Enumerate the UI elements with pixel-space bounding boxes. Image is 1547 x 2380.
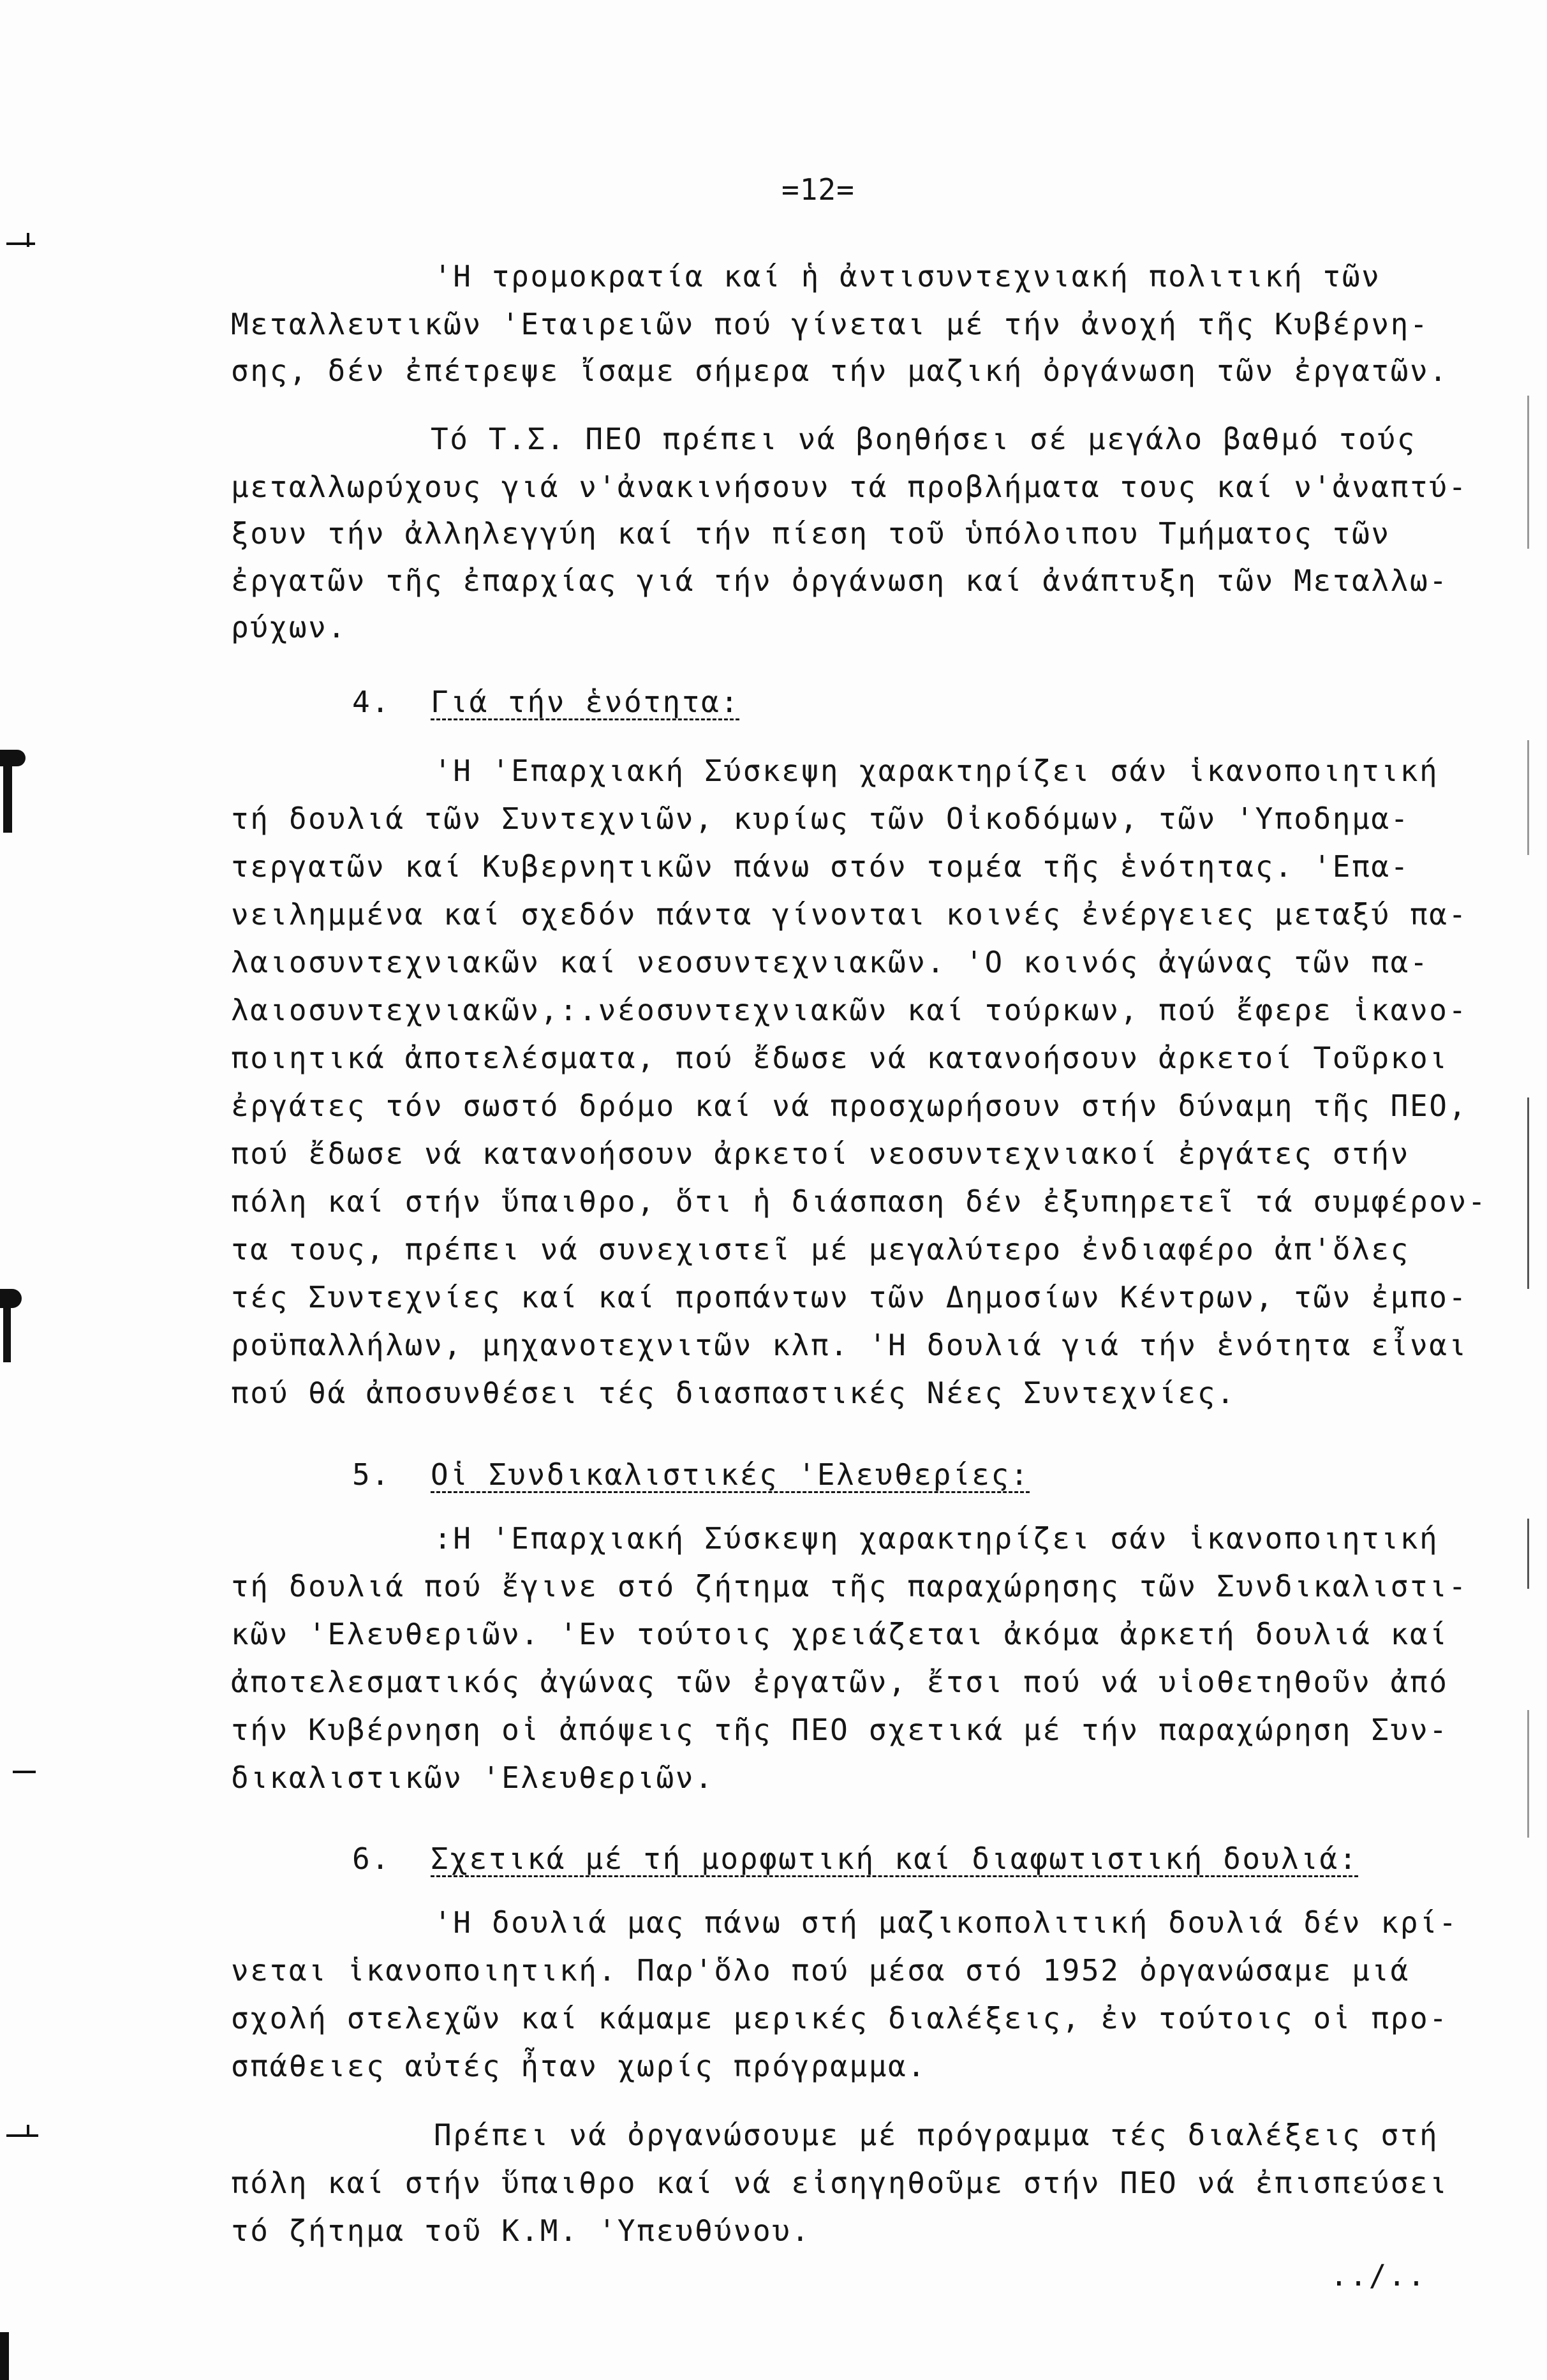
margin-mark (27, 233, 29, 247)
scan-edge-mark (1527, 1097, 1529, 1289)
section-heading: Οἱ Συνδικαλιστικές 'Ελευθερίες: (431, 1457, 1030, 1492)
text-line: ἀποτελεσματικός ἀγώνας τῶν ἐργατῶν, ἔτσι πού νά υἱοθετηθοῦν ἀπό (231, 1665, 1449, 1699)
text-line: σπάθειες αὐτές ἦταν χωρίς πρόγραμμα. (231, 2049, 927, 2083)
text-line: ἐργάτες τόν σωστό δρόμο καί νά προσχωρήσουν στήν δύναμη τῆς ΠΕΟ, (231, 1089, 1468, 1123)
text-line: :Η 'Επαρχιακή Σύσκεψη χαρακτηρίζει σάν ἱκανοποιητική (434, 1521, 1439, 1556)
text-line: τή δουλιά τῶν Συντεχνιῶν, κυρίως τῶν Οἰκοδόμων, τῶν 'Υποδημα- (231, 801, 1410, 836)
margin-mark (6, 2134, 38, 2137)
text-line: 'Η 'Επαρχιακή Σύσκεψη χαρακτηρίζει σάν ἱκανοποιητική (434, 754, 1439, 788)
text-line: πού ἔδωσε νά κατανοήσουν ἀρκετοί νεοσυντεχνιακοί ἐργάτες στήν (231, 1136, 1410, 1171)
text-line: πόλη καί στήν ὕπαιθρο καί νά εἰσηγηθοῦμε στήν ΠΕΟ νά ἐπισπεύσει (231, 2166, 1449, 2200)
text-line: 'Η τρομοκρατία καί ἡ ἀντισυντεχνιακή πολιτική τῶν (434, 259, 1381, 294)
text-line: τήν Κυβέρνηση οἱ ἀπόψεις τῆς ΠΕΟ σχετικά μέ τήν παραχώρηση Συν- (231, 1713, 1449, 1747)
text-line: 'Η δουλιά μας πάνω στή μαζικοπολιτική δουλιά δέν κρί- (434, 1905, 1458, 1940)
margin-mark (0, 2332, 9, 2380)
margin-mark (27, 2125, 29, 2136)
margin-mark (6, 242, 35, 245)
text-line: σχολή στελεχῶν καί κάμαμε μερικές διαλέξεις, ἐν τούτοις οἱ προ- (231, 2001, 1449, 2035)
text-line: ρύχων. (231, 610, 347, 644)
scan-edge-mark (1527, 740, 1529, 855)
text-line: πόλη καί στήν ὕπαιθρο, ὅτι ἡ διάσπαση δέν ἐξυπηρετεῖ τά συμφέρον- (231, 1184, 1488, 1219)
text-line: Μεταλλευτικῶν 'Εταιρειῶν πού γίνεται μέ τήν ἀνοχή τῆς Κυβέρνη- (231, 307, 1430, 341)
text-line: Τό Τ.Σ. ΠΕΟ πρέπει νά βοηθήσει σέ μεγάλο βαθμό τούς (431, 422, 1417, 456)
text-line: ἐργατῶν τῆς ἐπαρχίας γιά τήν ὀργάνωση καί ἀνάπτυξη τῶν Μεταλλω- (231, 563, 1449, 598)
scan-edge-mark (1527, 1710, 1529, 1838)
scan-edge-mark (1527, 396, 1529, 549)
text-line: σης, δέν ἐπέτρεψε ἴσαμε σήμερα τήν μαζική ὀργάνωση τῶν ἐργατῶν. (231, 353, 1449, 388)
section-heading: Γιά τήν ἑνότητα: (431, 685, 740, 719)
text-line: νεται ἱκανοποιητική. Παρ'ὅλο πού μέσα στό 1952 ὀργανώσαμε μιά (231, 1953, 1410, 1988)
text-line: τα τους, πρέπει νά συνεχιστεῖ μέ μεγαλύτερο ἐνδιαφέρο ἀπ'ὅλες (231, 1232, 1410, 1267)
page-number: =12= (781, 172, 855, 207)
text-line: ξουν τήν ἀλληλεγγύη καί τήν πίεση τοῦ ὑπόλοιπου Τμήματος τῶν (231, 516, 1391, 551)
text-line: λαιοσυντεχνιακῶν,:.νέοσυντεχνιακῶν καί τούρκων, πού ἔφερε ἱκανο- (231, 993, 1468, 1027)
text-line: λαιοσυντεχνιακῶν καί νεοσυντεχνιακῶν. 'Ο κοινός ἀγώνας τῶν πα- (231, 945, 1430, 979)
text-line: τή δουλιά πού ἔγινε στό ζήτημα τῆς παραχώρησης τῶν Συνδικαλιστι- (231, 1569, 1468, 1603)
continuation-mark: ../.. (1330, 2258, 1427, 2293)
section-number: 4. (352, 685, 391, 719)
text-line: πού θά ἀποσυνθέσει τές διασπαστικές Νέες Συντεχνίες. (231, 1376, 1236, 1410)
text-line: ροϋπαλλήλων, μηχανοτεχνιτῶν κλπ. 'Η δουλιά γιά τήν ἑνότητα εἶναι (231, 1328, 1468, 1362)
scan-edge-mark (1527, 1519, 1529, 1589)
text-line: δικαλιστικῶν 'Ελευθεριῶν. (231, 1760, 714, 1795)
margin-mark (13, 1771, 36, 1773)
text-line: κῶν 'Ελευθεριῶν. 'Εν τούτοις χρειάζεται ἀκόμα ἀρκετή δουλιά καί (231, 1617, 1449, 1651)
section-heading: Σχετικά μέ τή μορφωτική καί διαφωτιστική δουλιά: (431, 1841, 1359, 1876)
text-line: τές Συντεχνίες καί καί προπάντων τῶν Δημοσίων Κέντρων, τῶν ἐμπο- (231, 1280, 1468, 1314)
margin-mark (3, 762, 12, 833)
text-line: Πρέπει νά ὀργανώσουμε μέ πρόγραμμα τές διαλέξεις στή (434, 2118, 1439, 2152)
text-line: μεταλλωρύχους γιά ν'ἀνακινήσουν τά προβλήματα τους καί ν'ἀναπτύ- (231, 470, 1468, 504)
text-line: ποιητικά ἀποτελέσματα, πού ἔδωσε νά κατανοήσουν ἀρκετοί Τοῦρκοι (231, 1041, 1449, 1075)
text-line: νειλημμένα καί σχεδόν πάντα γίνονται κοινές ἐνέργειες μεταξύ πα- (231, 897, 1468, 932)
text-line: τεργατῶν καί Κυβερνητικῶν πάνω στόν τομέα τῆς ἑνότητας. 'Επα- (231, 849, 1410, 884)
text-line: τό ζήτημα τοῦ Κ.Μ. 'Υπευθύνου. (231, 2213, 811, 2248)
section-number: 5. (352, 1457, 391, 1492)
section-number: 6. (352, 1841, 391, 1876)
margin-mark (3, 1302, 11, 1362)
